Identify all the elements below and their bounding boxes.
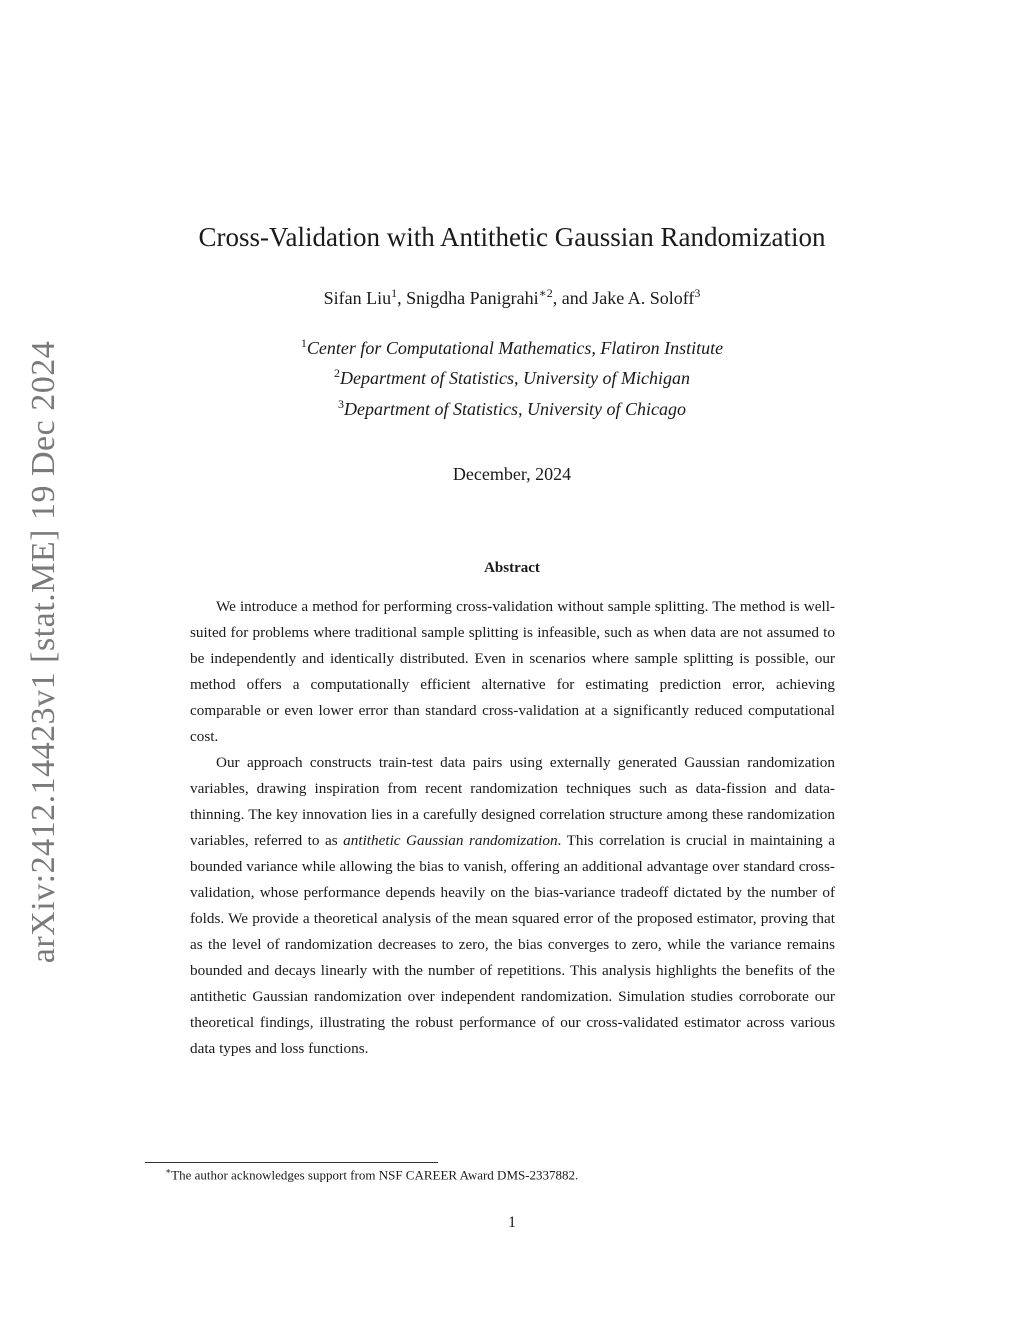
author-mark: ∗2 bbox=[538, 286, 553, 300]
affiliation bbox=[0, 397, 1024, 420]
author-name: Jake A. Soloff bbox=[592, 288, 695, 308]
paper-title: Cross-Validation with Antithetic Gaussian Randomization bbox=[198, 222, 826, 252]
arxiv-identifier: arXiv:2412.14423v1 [stat.ME] 19 Dec 2024 bbox=[25, 340, 62, 964]
affiliation-text: Center for Computational Mathematics, Flatiron Institute bbox=[306, 338, 724, 358]
author-list bbox=[0, 286, 1024, 309]
author-name: Snigdha Panigrahi bbox=[406, 288, 539, 308]
abstract-heading: Abstract bbox=[484, 560, 540, 576]
page-number: 1 bbox=[508, 1214, 516, 1231]
author-mark: 3 bbox=[694, 286, 701, 300]
abstract-paragraph bbox=[190, 750, 835, 1062]
footnote-mark: ∗ bbox=[165, 1166, 172, 1176]
footnote bbox=[165, 1166, 865, 1183]
affiliation bbox=[0, 366, 1024, 389]
abstract-paragraph: We introduce a method for performing cross-validation without sample splitting. The method is well-suited for problems where traditional sample splitting is infeasible, such as when data are not assumed to be independently and identically distributed. Even in scenarios where sample splitting is possible, our method offers a computationally efficient alternative for estimating prediction error, achieving comparable or even lower error than standard cross-validation at a significantly reduced computational cost. bbox=[190, 598, 835, 745]
affiliation-text: Department of Statistics, University of Michigan bbox=[340, 368, 690, 388]
author-mark: 1 bbox=[391, 286, 398, 300]
paper-date: December, 2024 bbox=[452, 464, 572, 484]
affiliation bbox=[0, 336, 1024, 359]
author-separator: , bbox=[397, 288, 407, 308]
abstract-emphasis: antithetic Gaussian randomization bbox=[343, 832, 558, 849]
affiliation-mark: 2 bbox=[334, 366, 341, 380]
author-name: Sifan Liu bbox=[323, 288, 392, 308]
author-separator: , and bbox=[552, 288, 593, 308]
abstract-body bbox=[190, 594, 835, 1062]
affiliation-text: Department of Statistics, University of Chicago bbox=[344, 399, 686, 419]
affiliation-mark: 1 bbox=[300, 336, 307, 350]
affiliation-mark: 3 bbox=[338, 397, 345, 411]
footnote-rule bbox=[145, 1162, 438, 1163]
abstract-text: Our approach constructs train-test data pairs using externally generated Gaussian randomization variables, drawing inspiration from recent randomization techniques such as data-fission and data-thinning. The key innovation lies in a carefully designed correlation structure among these randomization variables, referred to as bbox=[190, 754, 835, 849]
abstract-text: . This correlation is crucial in maintaining a bounded variance while allowing the bias to vanish, offering an additional advantage over standard cross-validation, whose performance depends heavily on the bias-variance tradeoff dictated by the number of folds. We provide a theoretical analysis of the mean squared error of the proposed estimator, proving that as the level of randomization decreases to zero, the bias converges to zero, while the variance remains bounded and decays linearly with the number of repetitions. This analysis highlights the benefits of the antithetic Gaussian randomization over independent randomization. Simulation studies corroborate our theoretical findings, illustrating the robust performance of our cross-validated estimator across various data types and loss functions. bbox=[190, 832, 835, 1057]
footnote-text: The author acknowledges support from NSF CAREER Award DMS-2337882. bbox=[171, 1167, 579, 1183]
